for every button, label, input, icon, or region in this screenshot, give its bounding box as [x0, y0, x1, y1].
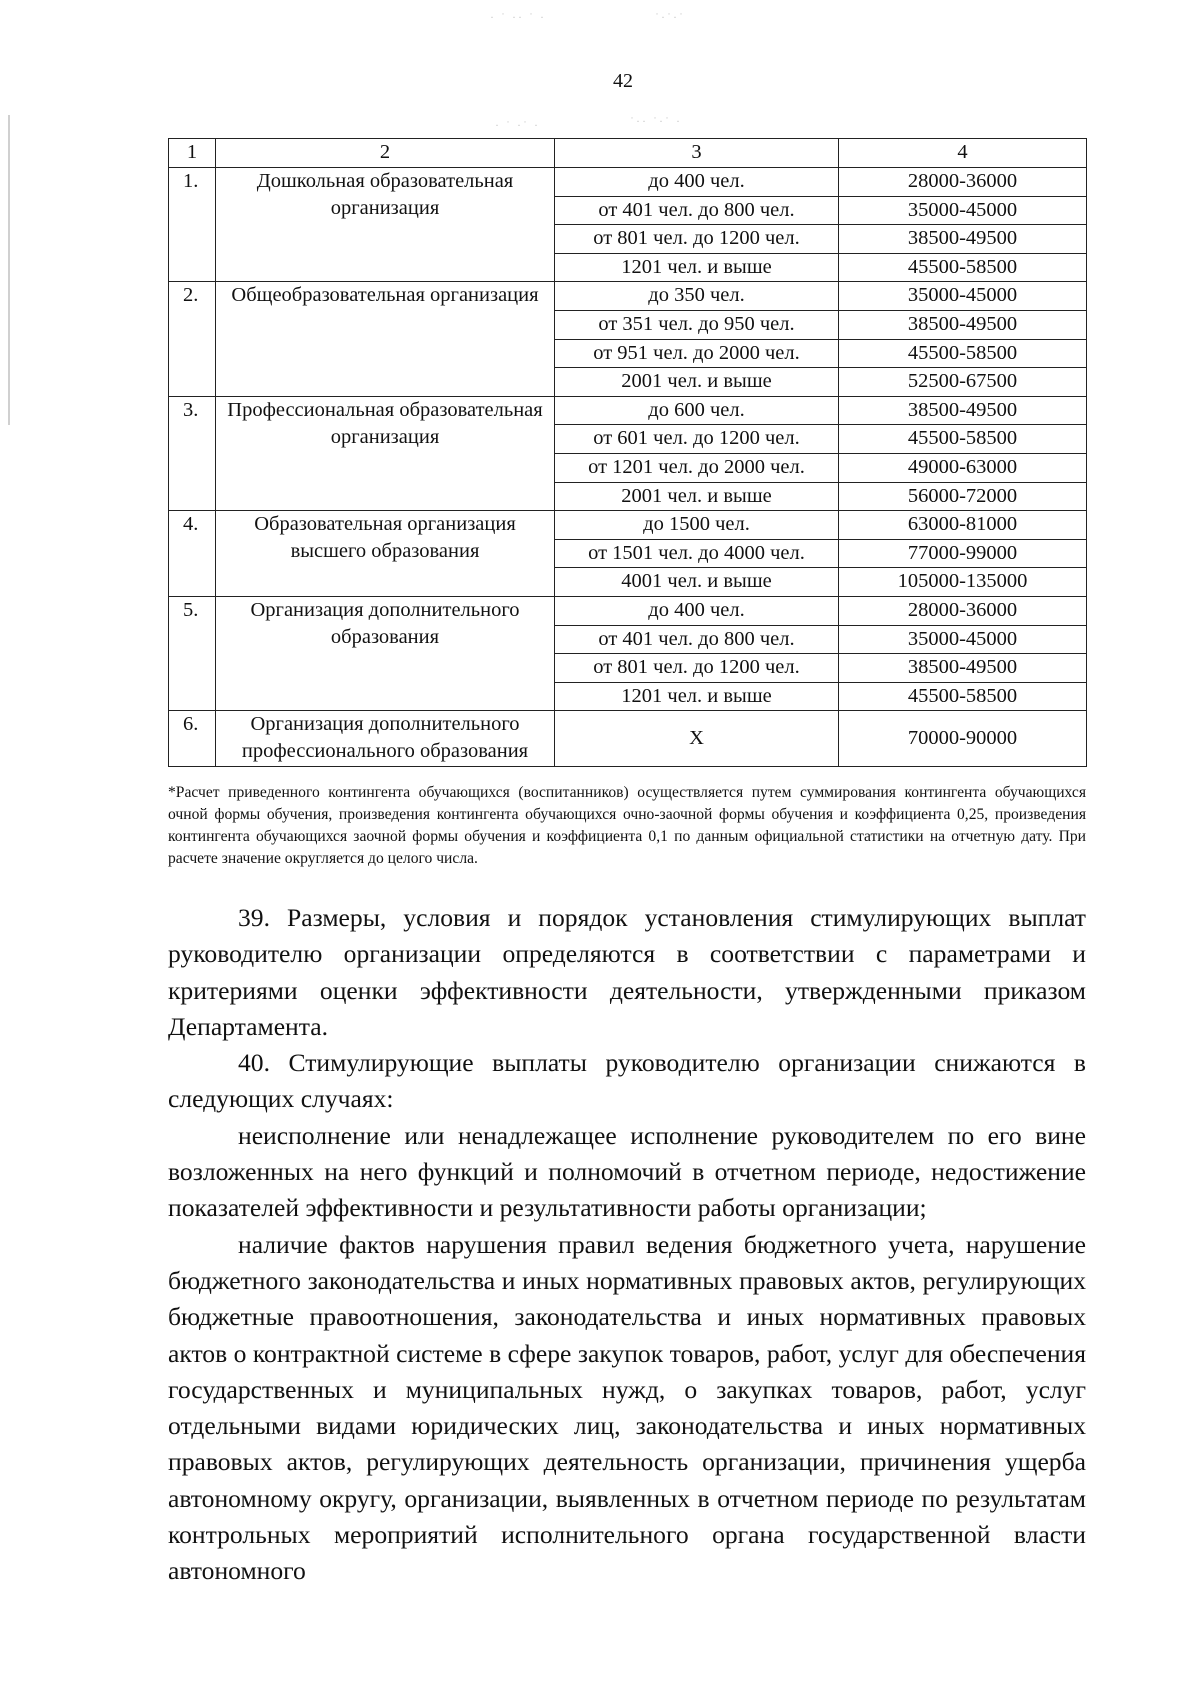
header-cell: 1 — [169, 139, 216, 168]
organization-type-cell: Образовательная организация высшего образования — [216, 511, 555, 597]
salary-range-cell: 35000-45000 — [839, 196, 1087, 225]
contingent-range-cell: от 401 чел. до 800 чел. — [555, 625, 839, 654]
table-row — [169, 282, 1087, 311]
salary-range-cell: 38500-49500 — [839, 225, 1087, 254]
salary-range-cell: 38500-49500 — [839, 310, 1087, 339]
organization-type-cell: Организация дополнительного профессионального образования — [216, 711, 555, 767]
table-footnote: *Расчет приведенного контингента обучающихся (воспитанников) осуществляется путем суммирования контингента обучающихся очной формы обучения, произведения контингента обучающихся очно-заочной формы обучения и коэффициента 0,25, произведения контингента обучающихся заочной формы обучения и коэффициента 0,1 по данным официальной статистики на отчетную дату. При расчете значение округляется до целого числа. — [168, 784, 1086, 867]
contingent-range-cell: до 350 чел. — [555, 282, 839, 311]
table-row — [169, 711, 1087, 767]
contingent-range-cell: от 801 чел. до 1200 чел. — [555, 225, 839, 254]
body-paragraph: наличие фактов нарушения правил ведения бюджетного учета, нарушение бюджетного законодательства и иных нормативных правовых актов, регулирующих бюджетные правоотношения, законодательства и иных нормативных правовых актов о контрактной системе в сфере закупок товаров, работ, услуг для обеспечения государственных и муниципальных нужд, о закупках товаров, работ, услуг отдельными видами юридических лиц, законодательства и иных нормативных правовых актов, регулирующих деятельность организации, причинения ущерба автономному округу, организации, выявленных в отчетном периоде по результатам контрольных мероприятий исполнительного органа государственной власти автономного — [168, 1229, 1086, 1586]
organization-type-cell: Дошкольная образовательная организация — [216, 168, 555, 282]
salary-range-cell: 38500-49500 — [839, 396, 1087, 425]
header-cell: 2 — [216, 139, 555, 168]
salary-range-cell: 45500-58500 — [839, 425, 1087, 454]
salary-range-cell: 35000-45000 — [839, 625, 1087, 654]
body-paragraph: неисполнение или ненадлежащее исполнение руководителем по его вине возложенных на него функций и полномочий в отчетном периоде, недостижение показателей эффективности и результативности работы организации; — [168, 1120, 1086, 1223]
contingent-range-cell: 2001 чел. и выше — [555, 368, 839, 397]
contingent-range-cell: до 400 чел. — [555, 168, 839, 197]
body-paragraph: 40. Стимулирующие выплаты руководителю организации снижаются в следующих случаях: — [168, 1048, 1086, 1114]
header-cell: 4 — [839, 139, 1087, 168]
salary-range-cell: 52500-67500 — [839, 368, 1087, 397]
salary-range-cell: 28000-36000 — [839, 168, 1087, 197]
row-number-cell: 2. — [169, 282, 216, 396]
contingent-range-cell: 2001 чел. и выше — [555, 482, 839, 511]
scan-artifact: ˙·˙·˙ — [655, 10, 685, 24]
body-text — [168, 900, 1086, 1590]
salary-range-cell: 38500-49500 — [839, 654, 1087, 683]
salary-range-cell: 45500-58500 — [839, 339, 1087, 368]
salary-table — [168, 138, 1087, 767]
contingent-range-cell: до 600 чел. — [555, 396, 839, 425]
contingent-range-cell: от 351 чел. до 950 чел. — [555, 310, 839, 339]
salary-range-cell: 49000-63000 — [839, 453, 1087, 482]
salary-range-cell: 35000-45000 — [839, 282, 1087, 311]
salary-range-cell: 45500-58500 — [839, 682, 1087, 711]
scan-artifact: ˙·· ˙·˙ · — [630, 114, 682, 128]
table-row — [169, 396, 1087, 425]
table-row — [169, 596, 1087, 625]
contingent-range-cell: 1201 чел. и выше — [555, 682, 839, 711]
contingent-range-cell: от 1201 чел. до 2000 чел. — [555, 453, 839, 482]
scan-binding-edge — [8, 115, 10, 425]
salary-table-body — [169, 139, 1087, 767]
contingent-range-cell: до 400 чел. — [555, 596, 839, 625]
scan-artifact: · ˙ ·· ˙ · — [490, 10, 546, 24]
salary-range-cell: 105000-135000 — [839, 568, 1087, 597]
organization-type-cell: Общеобразовательная организация — [216, 282, 555, 396]
table-row — [169, 168, 1087, 197]
contingent-range-cell: от 1501 чел. до 4000 чел. — [555, 539, 839, 568]
contingent-range-cell: от 401 чел. до 800 чел. — [555, 196, 839, 225]
page-number: 42 — [613, 70, 633, 92]
salary-range-cell: 56000-72000 — [839, 482, 1087, 511]
contingent-range-cell: до 1500 чел. — [555, 511, 839, 540]
contingent-range-cell: Х — [555, 711, 839, 767]
scan-artifact: · ˙ ·˙ · — [495, 118, 540, 132]
salary-range-cell: 70000-90000 — [839, 711, 1087, 767]
body-paragraph: 39. Размеры, условия и порядок установления стимулирующих выплат руководителю организации определяются в соответствии с параметрами и критериями оценки эффективности деятельности, утвержденными приказом Департамента. — [168, 903, 1086, 1041]
salary-range-cell: 28000-36000 — [839, 596, 1087, 625]
row-number-cell: 1. — [169, 168, 216, 282]
table-header-row — [169, 139, 1087, 168]
contingent-range-cell: от 801 чел. до 1200 чел. — [555, 654, 839, 683]
row-number-cell: 6. — [169, 711, 216, 767]
organization-type-cell: Профессиональная образовательная организация — [216, 396, 555, 510]
row-number-cell: 3. — [169, 396, 216, 510]
row-number-cell: 5. — [169, 596, 216, 710]
contingent-range-cell: от 601 чел. до 1200 чел. — [555, 425, 839, 454]
header-cell: 3 — [555, 139, 839, 168]
table-row — [169, 511, 1087, 540]
organization-type-cell: Организация дополнительного образования — [216, 596, 555, 710]
contingent-range-cell: 4001 чел. и выше — [555, 568, 839, 597]
row-number-cell: 4. — [169, 511, 216, 597]
salary-range-cell: 63000-81000 — [839, 511, 1087, 540]
salary-range-cell: 77000-99000 — [839, 539, 1087, 568]
contingent-range-cell: 1201 чел. и выше — [555, 253, 839, 282]
contingent-range-cell: от 951 чел. до 2000 чел. — [555, 339, 839, 368]
salary-range-cell: 45500-58500 — [839, 253, 1087, 282]
